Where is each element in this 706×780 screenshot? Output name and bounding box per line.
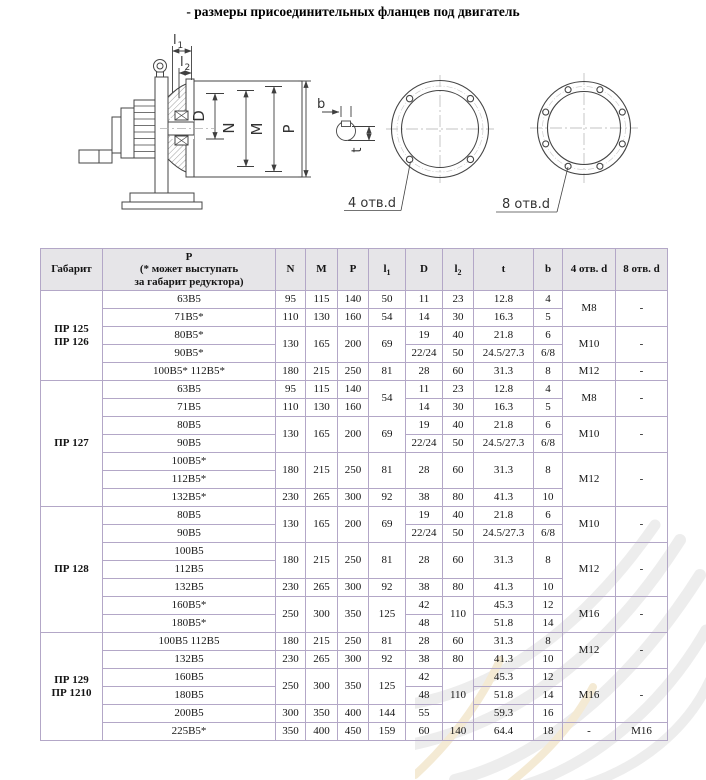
designation-cell: 90B5* [103, 345, 276, 363]
flange-8-hole-view [496, 73, 638, 212]
designation-cell: 132B5 [103, 651, 276, 669]
value-cell: 30 [443, 399, 474, 417]
value-cell: 5 [534, 399, 563, 417]
table-row [41, 291, 668, 309]
value-cell: 230 [276, 579, 306, 597]
value-cell: 6 [534, 327, 563, 345]
table-row [41, 381, 668, 399]
header-col: D [406, 249, 443, 291]
designation-cell: 80B5* [103, 327, 276, 345]
header-col: 8 отв. d [616, 249, 668, 291]
value-cell: 130 [276, 417, 306, 453]
value-cell: 19 [406, 327, 443, 345]
value-cell: 180 [276, 363, 306, 381]
value-cell: M16 [563, 597, 616, 633]
value-cell: 130 [306, 309, 338, 327]
value-cell: 180 [276, 543, 306, 579]
header-col: $l_1$ [369, 249, 406, 291]
value-cell: 200 [338, 327, 369, 363]
value-cell: 51.8 [474, 687, 534, 705]
gabarit-cell: ПР 129 ПР 1210 [41, 633, 103, 741]
value-cell: 400 [338, 705, 369, 723]
table-row [41, 327, 668, 345]
value-cell: 60 [443, 633, 474, 651]
value-cell: 41.3 [474, 579, 534, 597]
value-cell: 450 [338, 723, 369, 741]
designation-cell: 132B5 [103, 579, 276, 597]
table-row [41, 669, 668, 687]
value-cell: 69 [369, 507, 406, 543]
designation-cell: 100B5* [103, 453, 276, 471]
dim-label-l1-sub: 1 [177, 41, 184, 51]
flange-8-label: 8 отв.d [502, 197, 550, 212]
dim-label-P: P [280, 124, 298, 134]
value-cell: 130 [276, 507, 306, 543]
bolt-hole [597, 87, 603, 93]
bolt-hole [467, 95, 473, 101]
value-cell: 159 [369, 723, 406, 741]
value-cell: 110 [276, 309, 306, 327]
table-row [41, 507, 668, 525]
value-cell: 31.3 [474, 633, 534, 651]
dim-label-l2: l [180, 55, 184, 70]
value-cell: 60 [443, 363, 474, 381]
designation-cell: 90B5 [103, 435, 276, 453]
value-cell: 59.3 [474, 705, 534, 723]
value-cell: M10 [563, 507, 616, 543]
value-cell: 11 [406, 381, 443, 399]
value-cell: - [616, 543, 668, 597]
value-cell: 38 [406, 489, 443, 507]
value-cell: 40 [443, 327, 474, 345]
value-cell: - [616, 669, 668, 723]
value-cell: 41.3 [474, 489, 534, 507]
value-cell: 19 [406, 507, 443, 525]
value-cell: 31.3 [474, 453, 534, 489]
dim-label-M: M [248, 122, 266, 136]
bolt-hole [543, 141, 549, 147]
value-cell: M8 [563, 381, 616, 417]
value-cell: 69 [369, 327, 406, 363]
value-cell: 80 [443, 579, 474, 597]
value-cell: 55 [406, 705, 443, 723]
header-gabarit: Габарит [41, 249, 103, 291]
value-cell: 21.8 [474, 417, 534, 435]
value-cell: 31.3 [474, 543, 534, 579]
table-row [41, 597, 668, 615]
value-cell: 130 [276, 327, 306, 363]
bolt-hole [467, 156, 473, 162]
value-cell: 300 [306, 597, 338, 633]
value-cell: 38 [406, 651, 443, 669]
value-cell: 200 [338, 507, 369, 543]
gabarit-cell: ПР 128 [41, 507, 103, 633]
value-cell: 14 [406, 309, 443, 327]
value-cell: 125 [369, 597, 406, 633]
designation-cell: 200B5 [103, 705, 276, 723]
value-cell: 265 [306, 651, 338, 669]
value-cell: 140 [443, 723, 474, 741]
value-cell: 6 [534, 507, 563, 525]
value-cell: 300 [338, 489, 369, 507]
value-cell: 265 [306, 579, 338, 597]
table-row [41, 723, 668, 741]
value-cell: 144 [369, 705, 406, 723]
dim-label-N: N [220, 122, 238, 134]
value-cell: 6/8 [534, 345, 563, 363]
header-col: M [306, 249, 338, 291]
value-cell: 14 [406, 399, 443, 417]
value-cell: - [616, 507, 668, 543]
value-cell: 250 [338, 453, 369, 489]
value-cell: 14 [534, 687, 563, 705]
bolt-hole [565, 87, 571, 93]
designation-cell: 112B5* [103, 471, 276, 489]
keyway-detail [322, 106, 375, 141]
gabarit-cell: ПР 125 ПР 126 [41, 291, 103, 381]
bolt-hole [619, 141, 625, 147]
flange-dimensions-table [40, 248, 668, 741]
bolt-hole [543, 109, 549, 115]
value-cell: 45.3 [474, 669, 534, 687]
header-col: P [338, 249, 369, 291]
value-cell: 60 [443, 453, 474, 489]
value-cell: 160 [338, 309, 369, 327]
value-cell: 21.8 [474, 507, 534, 525]
value-cell: 50 [443, 525, 474, 543]
value-cell: 31.3 [474, 363, 534, 381]
designation-cell: 100B5 112B5 [103, 633, 276, 651]
value-cell: 23 [443, 381, 474, 399]
value-cell: M16 [616, 723, 668, 741]
table-row [41, 363, 668, 381]
value-cell: - [616, 417, 668, 453]
table-row [41, 417, 668, 435]
key-depth-label: t [350, 147, 365, 153]
designation-cell: 71B5 [103, 399, 276, 417]
value-cell: 8 [534, 363, 563, 381]
value-cell: 250 [276, 669, 306, 705]
value-cell: 92 [369, 489, 406, 507]
value-cell: 22/24 [406, 525, 443, 543]
value-cell: 16.3 [474, 399, 534, 417]
value-cell: 8 [534, 453, 563, 489]
designation-cell: 160B5* [103, 597, 276, 615]
header-col: $l_2$ [443, 249, 474, 291]
value-cell: 54 [369, 381, 406, 417]
value-cell: 14 [534, 615, 563, 633]
value-cell: 10 [534, 651, 563, 669]
value-cell: 38 [406, 579, 443, 597]
value-cell: - [616, 453, 668, 507]
bolt-hole [406, 95, 412, 101]
value-cell: 69 [369, 417, 406, 453]
bolt-hole [406, 156, 412, 162]
value-cell: M12 [563, 543, 616, 597]
value-cell: 300 [276, 705, 306, 723]
value-cell: 12 [534, 669, 563, 687]
value-cell: 12.8 [474, 381, 534, 399]
value-cell: 81 [369, 453, 406, 489]
header-designation: Р (* может выступать за габарит редуктора) [103, 249, 276, 291]
value-cell: 50 [443, 345, 474, 363]
value-cell: 165 [306, 417, 338, 453]
value-cell: 81 [369, 543, 406, 579]
header-col: b [534, 249, 563, 291]
designation-cell: 100B5* 112B5* [103, 363, 276, 381]
value-cell: 10 [534, 579, 563, 597]
value-cell: 95 [276, 291, 306, 309]
designation-cell: 225B5* [103, 723, 276, 741]
value-cell: 6/8 [534, 525, 563, 543]
value-cell: 12 [534, 597, 563, 615]
table-row [41, 633, 668, 651]
value-cell: 50 [369, 291, 406, 309]
header-col: t [474, 249, 534, 291]
value-cell: M12 [563, 633, 616, 669]
value-cell: 350 [338, 669, 369, 705]
value-cell: 60 [443, 543, 474, 579]
value-cell: M10 [563, 327, 616, 363]
value-cell: 42 [406, 597, 443, 615]
value-cell: 350 [276, 723, 306, 741]
value-cell: 215 [306, 633, 338, 651]
designation-cell: 180B5 [103, 687, 276, 705]
value-cell: - [616, 381, 668, 417]
table-body [41, 291, 668, 741]
value-cell: 81 [369, 363, 406, 381]
value-cell: M12 [563, 453, 616, 507]
bolt-hole [597, 163, 603, 169]
value-cell: 80 [443, 651, 474, 669]
value-cell: 130 [306, 399, 338, 417]
value-cell: 180 [276, 453, 306, 489]
value-cell: 10 [534, 489, 563, 507]
value-cell: 4 [534, 381, 563, 399]
value-cell: 350 [306, 705, 338, 723]
value-cell: 19 [406, 417, 443, 435]
value-cell: 18 [534, 723, 563, 741]
value-cell: M12 [563, 363, 616, 381]
value-cell: M16 [563, 669, 616, 723]
value-cell: 250 [338, 363, 369, 381]
designation-cell: 100B5 [103, 543, 276, 561]
header-col: N [276, 249, 306, 291]
value-cell: 200 [338, 417, 369, 453]
value-cell: 30 [443, 309, 474, 327]
value-cell: - [616, 291, 668, 327]
value-cell: M10 [563, 417, 616, 453]
value-cell: - [616, 327, 668, 363]
value-cell: - [616, 597, 668, 633]
value-cell: 28 [406, 363, 443, 381]
table-row [41, 453, 668, 471]
designation-cell: 63B5 [103, 291, 276, 309]
value-cell: 50 [443, 435, 474, 453]
table-header-row [41, 249, 668, 291]
designation-cell: 80B5 [103, 417, 276, 435]
value-cell: 28 [406, 453, 443, 489]
value-cell: 28 [406, 633, 443, 651]
value-cell: 8 [534, 543, 563, 579]
value-cell: 51.8 [474, 615, 534, 633]
value-cell: 215 [306, 363, 338, 381]
dim-label-l2-sub: 2 [184, 63, 191, 73]
bolt-hole [619, 109, 625, 115]
value-cell: 21.8 [474, 327, 534, 345]
value-cell: 125 [369, 669, 406, 705]
value-cell: 12.8 [474, 291, 534, 309]
value-cell: 24.5/27.3 [474, 435, 534, 453]
value-cell: 400 [306, 723, 338, 741]
value-cell: 42 [406, 669, 443, 687]
value-cell: 160 [338, 399, 369, 417]
bolt-hole [565, 163, 571, 169]
value-cell: 165 [306, 507, 338, 543]
value-cell: 250 [338, 543, 369, 579]
reducer-side-view [79, 60, 302, 210]
designation-cell: 160B5 [103, 669, 276, 687]
value-cell: 230 [276, 489, 306, 507]
value-cell: 40 [443, 507, 474, 525]
gabarit-cell: ПР 127 [41, 381, 103, 507]
value-cell: - [616, 363, 668, 381]
value-cell: 230 [276, 651, 306, 669]
value-cell: 64.4 [474, 723, 534, 741]
value-cell: 350 [338, 597, 369, 633]
value-cell: 250 [338, 633, 369, 651]
value-cell: 115 [306, 381, 338, 399]
value-cell: 8 [534, 633, 563, 651]
value-cell: 300 [338, 579, 369, 597]
designation-cell: 71B5* [103, 309, 276, 327]
designation-cell: 112B5 [103, 561, 276, 579]
value-cell: 45.3 [474, 597, 534, 615]
value-cell: 4 [534, 291, 563, 309]
dim-label-D: D [190, 110, 208, 122]
dim-label-l1: l [173, 33, 177, 48]
table-row [41, 543, 668, 561]
value-cell: 110 [443, 597, 474, 633]
value-cell: 140 [338, 291, 369, 309]
value-cell: 215 [306, 453, 338, 489]
value-cell: 40 [443, 417, 474, 435]
value-cell: 41.3 [474, 651, 534, 669]
value-cell: 6 [534, 417, 563, 435]
designation-cell: 63B5 [103, 381, 276, 399]
value-cell: 48 [406, 687, 443, 705]
value-cell: - [563, 723, 616, 741]
value-cell: 215 [306, 543, 338, 579]
value-cell: 54 [369, 309, 406, 327]
value-cell: 92 [369, 651, 406, 669]
technical-drawing [40, 28, 672, 245]
value-cell: 5 [534, 309, 563, 327]
value-cell: 28 [406, 543, 443, 579]
designation-cell: 180B5* [103, 615, 276, 633]
value-cell: M8 [563, 291, 616, 327]
value-cell: 60 [406, 723, 443, 741]
value-cell: 165 [306, 327, 338, 363]
designation-cell: 90B5 [103, 525, 276, 543]
value-cell: 115 [306, 291, 338, 309]
value-cell: 6/8 [534, 435, 563, 453]
header-col: 4 отв. d [563, 249, 616, 291]
value-cell: 95 [276, 381, 306, 399]
value-cell: 16 [534, 705, 563, 723]
value-cell: 80 [443, 489, 474, 507]
value-cell: 16.3 [474, 309, 534, 327]
value-cell: 23 [443, 291, 474, 309]
value-cell: 110 [443, 669, 474, 723]
value-cell: 11 [406, 291, 443, 309]
value-cell: 250 [276, 597, 306, 633]
flange-4-hole-view [344, 75, 494, 211]
value-cell: - [616, 633, 668, 669]
flange-4-label: 4 отв.d [348, 196, 396, 211]
key-width-label: b [317, 97, 326, 112]
page-title: - размеры присоединительных фланцев под двигатель [186, 4, 520, 19]
value-cell: 22/24 [406, 435, 443, 453]
value-cell: 300 [338, 651, 369, 669]
value-cell: 180 [276, 633, 306, 651]
value-cell: 81 [369, 633, 406, 651]
value-cell: 24.5/27.3 [474, 525, 534, 543]
value-cell: 300 [306, 669, 338, 705]
value-cell: 24.5/27.3 [474, 345, 534, 363]
value-cell: 140 [338, 381, 369, 399]
value-cell: 92 [369, 579, 406, 597]
designation-cell: 132B5* [103, 489, 276, 507]
value-cell: 265 [306, 489, 338, 507]
value-cell: 22/24 [406, 345, 443, 363]
value-cell: 110 [276, 399, 306, 417]
value-cell: 48 [406, 615, 443, 633]
designation-cell: 80B5 [103, 507, 276, 525]
